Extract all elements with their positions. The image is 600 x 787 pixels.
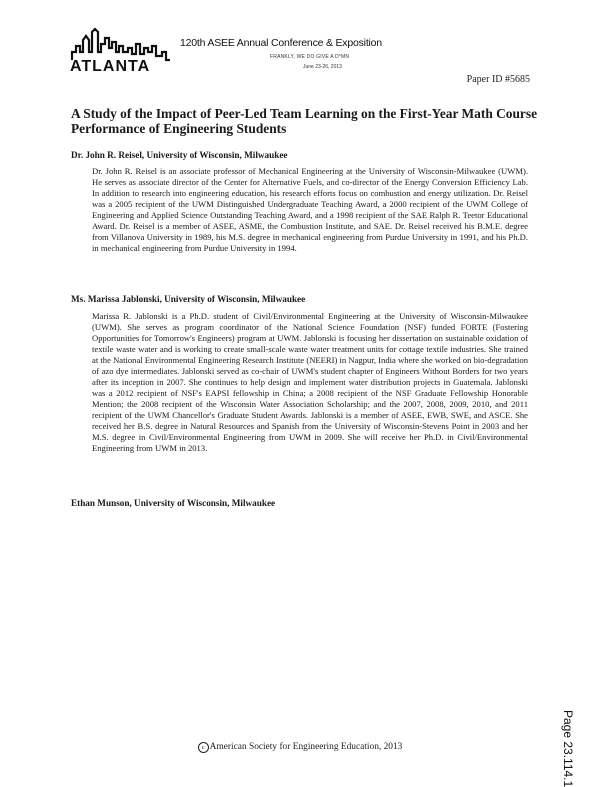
skyline-icon — [70, 26, 180, 62]
side-page-number: Page 23.114.1 — [561, 710, 575, 787]
footer-text: American Society for Engineering Education, 2013 — [209, 742, 403, 752]
conference-date: June 23-26, 2013 — [303, 64, 342, 70]
paper-id: Paper ID #5685 — [466, 74, 530, 85]
author-heading-munson: Ethan Munson, University of Wisconsin, Milwaukee — [71, 498, 276, 508]
author-bio-jablonski: Marissa R. Jablonski is a Ph.D. student of Civil/Environmental Engineering at the University of Wisconsin-Milwaukee (UWM). She serves as program coordinator of the National Science Foundation (NSF) funded FORTE (Fostering Opportunities for Tomorrow's Engineers) program at UWM. Jablonski is focusing her dissertation on sustainable oxidation of textile waste water and is working to create small-scale waste water treatment units for cottage textile industries. She trained at the National Environmental Engineering Research Institute (NEERI) in Nagpur, India where she worked on bio-degradation of azo dye intermediates. Jablonski served as co-chair of UWM's student chapter of Engineers Without Borders for two years after its inception in 2007. She continues to help design and implement water distribution projects in Guatemala. Jablonski was a 2012 recipient of NSF's EAPSI fellowship in China; a 2008 recipient of the NSF Graduate Fellowship Honorable Mention; the 2008 recipient of the Wisconsin Water Association Scholarship; and the 2007, 2008, 2009, 2010, and 2011 recipient of the UWM Chancellor's Graduate Student Awards. Jablonski is a member of ASEE, EWB, SWE, and ASCE. She received her B.S. degree in Natural Resources and Spanish from the University of Wisconsin-Stevens Point in 2003 and her M.S. degree in Civil/Environmental Engineering from UWM in 2009. She will receive her Ph.D. in Civil/Environmental Engineering from UWM in 2013. — [92, 311, 528, 453]
author-heading-jablonski: Ms. Marissa Jablonski, University of Wisconsin, Milwaukee — [71, 294, 306, 304]
author-bio-reisel: Dr. John R. Reisel is an associate professor of Mechanical Engineering at the University of Wisconsin-Milwaukee (UWM). He serves as associate director of the Center for Alternative Fuels, and co-director of the Energy Conversion Efficiency Lab. In addition to research into engineering education, his research efforts focus on combustion and energy utilization. Dr. Reisel was a 2005 recipient of the UWM Distinguished Undergraduate Teaching Award, a 2000 recipient of the UWM College of Engineering and Applied Science Outstanding Teaching Award, and a 1998 recipient of the SAE Ralph R. Teetor Educational Award. Dr. Reisel is a member of ASEE, ASME, the Combustion Institute, and SAE. Dr. Reisel received his B.M.E. degree from Villanova University in 1989, his M.S. degree in mechanical engineering from Purdue University in 1991, and his Ph.D. in mechanical engineering from Purdue University in 1994. — [92, 166, 528, 253]
copyright-icon: c — [198, 742, 209, 753]
conference-title: 120th ASEE Annual Conference & Exposition — [180, 37, 382, 49]
conference-subtitle: FRANKLY, WE DO GIVE A D*MN — [270, 54, 350, 60]
paper-title: A Study of the Impact of Peer-Led Team Learning on the First-Year Math Course Performance of Engineering Students — [71, 106, 538, 136]
logo-wordmark: ATLANTA — [70, 58, 151, 75]
footer-copyright — [0, 742, 600, 753]
author-heading-reisel: Dr. John R. Reisel, University of Wisconsin, Milwaukee — [71, 150, 288, 160]
